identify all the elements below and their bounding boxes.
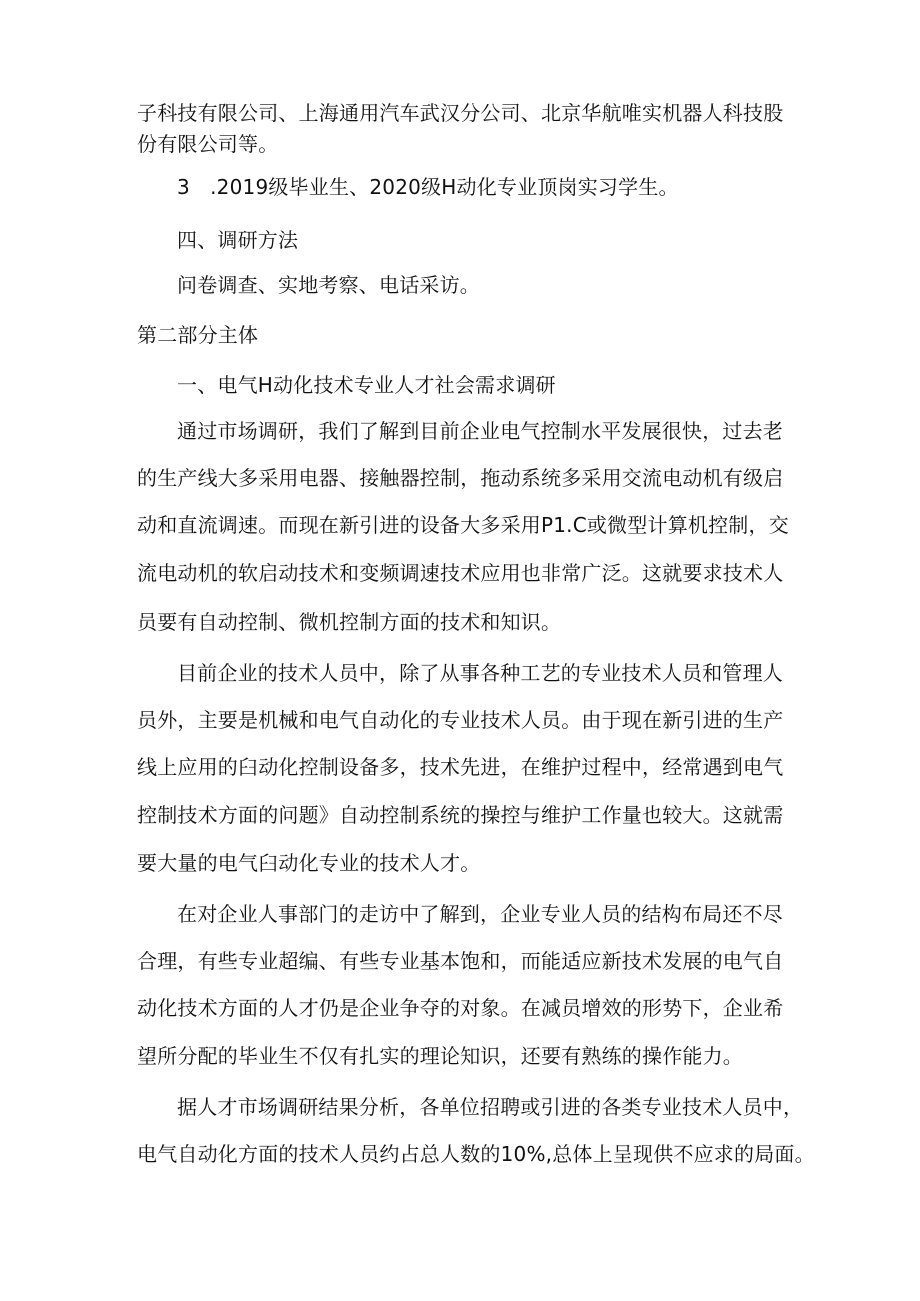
body-text-line: 据人才市场调研结果分析，各单位招聘或引进的各类专业技术人员中， [177, 1095, 804, 1119]
list-item-line: 3 .2019级毕业生、2020级H动化专业顶岗实习学生。 [177, 175, 679, 199]
part-heading: 第二部分主体 [137, 323, 259, 347]
body-text-line: 通过市场调研，我们了解到目前企业电气控制水平发展很快，过去老 [177, 419, 783, 443]
body-text-line: 在对企业人事部门的走访中了解到，企业专业人员的结构布局还不尽 [177, 902, 783, 926]
body-text-line: 合理，有些专业超编、有些专业基本饱和，而能适应新技术发展的电气自 [137, 949, 784, 973]
body-text-line: 问卷调查、实地考察、电话采访。 [177, 273, 480, 297]
body-text-line: 望所分配的毕业生不仅有扎实的理论知识，还要有熟练的操作能力。 [137, 1044, 743, 1068]
body-text-line: 员外，主要是机械和电气自动化的专业技术人员。由于现在新引进的生产 [137, 708, 784, 732]
body-text-line: 子科技有限公司、上海通用汽车武汉分公司、北京华航唯实机器人科技股 [137, 101, 784, 125]
body-text-line: 流电动机的软启动技术和变频调速技术应用也非常广泛。这就要求技术人 [137, 561, 784, 585]
body-text-line: 电气自动化方面的技术人员约占总人数的10%,总体上呈现供不应求的局面。 [137, 1142, 815, 1166]
body-text-line: 要大量的电气臼动化专业的技术人才。 [137, 851, 481, 875]
body-text-line: 动和直流调速。而现在新引进的设备大多采用P1.C或微型计算机控制，交 [137, 513, 789, 537]
body-text-line: 动化技术方面的人才仍是企业争夺的对象。在减员增效的形势下，企业希 [137, 996, 784, 1020]
body-text-line: 份有限公司等。 [137, 132, 279, 156]
body-text-line: 线上应用的臼动化控制设备多，技术先进，在维护过程中，经常遇到电气 [137, 755, 784, 779]
subsection-heading: 一、电气H动化技术专业人才社会需求调研 [177, 373, 556, 397]
body-text-line: 员要有自动控制、微机控制方面的技术和知识。 [137, 610, 562, 634]
body-text-line: 的生产线大多采用电器、接触器控制，拖动系统多采用交流电动机有级启 [137, 466, 784, 490]
section-heading: 四、调研方法 [177, 228, 299, 252]
body-text-line: 控制技术方面的问题》自动控制系统的操控与维护工作量也较大。这就需 [137, 803, 784, 827]
body-text-line: 目前企业的技术人员中，除了从事各种工艺的专业技术人员和管理人 [177, 661, 783, 685]
